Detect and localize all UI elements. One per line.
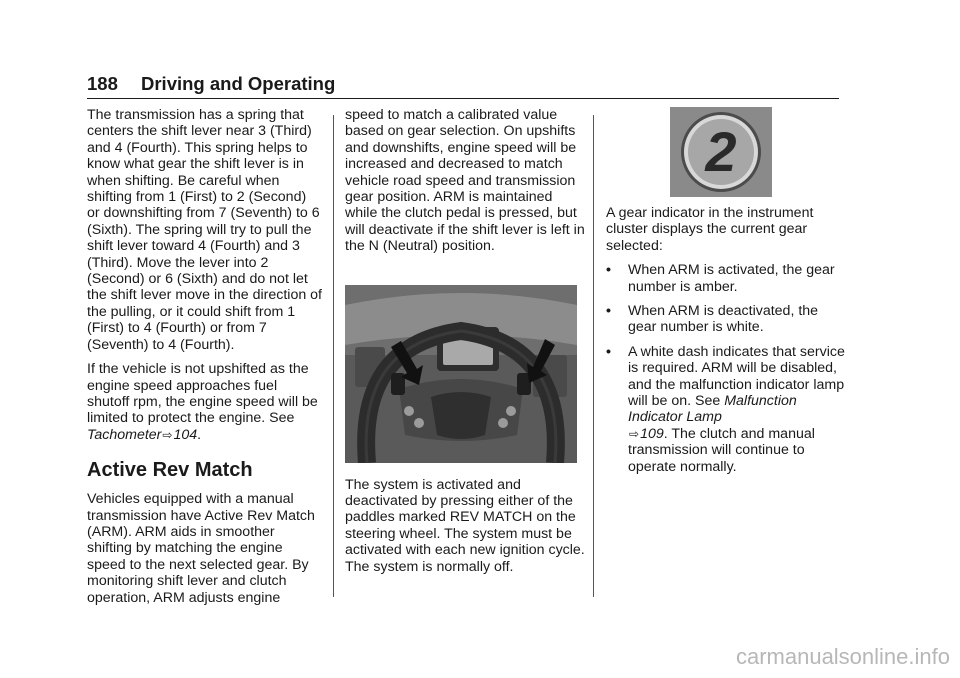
steering-wheel-illustration bbox=[345, 285, 577, 463]
column-divider bbox=[593, 115, 594, 597]
paragraph: The system is activated and deactivated by pressing either of the paddles marked REV MATCH on the steering wheel. The system must be activated with each new ignition cycle. The system is normally off. bbox=[345, 476, 585, 575]
gear-indicator-illustration bbox=[670, 107, 772, 197]
column-divider bbox=[333, 115, 334, 597]
list-item: • When ARM is deactivated, the gear number is white. bbox=[606, 303, 819, 336]
page-header bbox=[87, 70, 839, 99]
bullet-icon: • bbox=[606, 343, 611, 360]
tachometer-page-link[interactable]: 104 bbox=[173, 426, 198, 443]
paragraph: The transmission has a spring that centers the shift lever near 3 (Third) and 4 (Fourth). This spring helps to know what gear the shift lever is in when shifting. Be careful when shifting from 1 (First) to 2 (Second) or downshifting from 7 (Seventh) to 6 (Sixth). The spring will try to pull the shift lever toward 4 (Fourth) and 3 (Third). Move the lever into 2 (Second) or 6 (Sixth) and do not let the shift lever move in the direction of the pulling, or it could shift from 1 (First) to 4 (Fourth) or from 7 (Seventh) to 4 (Fourth). bbox=[87, 107, 323, 353]
page-number: 188 bbox=[87, 73, 118, 94]
section-title: Driving and Operating bbox=[141, 73, 336, 94]
column-left bbox=[87, 107, 322, 614]
malfunction-lamp-page-link[interactable]: 109 bbox=[640, 425, 664, 442]
list-item: • A white dash indicates that service is required. ARM will be disabled, and the malfunction indicator lamp will be on. See Malfunction Indicator Lamp ⇨109. The clutch and manual transmission will continue to operate normally. bbox=[606, 343, 845, 475]
column-right bbox=[606, 107, 846, 483]
paragraph: Vehicles equipped with a manual transmission have Active Rev Match (ARM). ARM aids in smoother shifting by matching the engine speed to the next selected gear. By monitoring shift lever and clutch operation, ARM adjusts engine bbox=[87, 491, 315, 606]
page-ref-arrow-icon: ⇨ bbox=[629, 426, 640, 441]
paragraph-text: . bbox=[197, 426, 202, 443]
bullet-icon: • bbox=[606, 303, 611, 320]
paragraph: speed to match a calibrated value based on gear selection. On upshifts and downshifts, engine speed will be increased and decreased to match vehicle road speed and transmission gear position. ARM is maintained while the clutch pedal is pressed, but will deactivate if the shift lever is left in the N (Neutral) position. bbox=[345, 107, 585, 255]
gear-number: 2 bbox=[705, 120, 737, 183]
paragraph bbox=[87, 361, 322, 443]
watermark: carmanualsonline.info bbox=[735, 644, 950, 669]
list-item: • When ARM is activated, the gear number is amber. bbox=[606, 262, 835, 295]
bullet-list bbox=[606, 262, 846, 475]
malfunction-lamp-link[interactable]: Malfunction Indicator Lamp bbox=[628, 393, 797, 426]
tachometer-link[interactable]: Tachometer bbox=[87, 426, 162, 443]
section-heading: Active Rev Match bbox=[87, 459, 253, 482]
paragraph: A gear indicator in the instrument cluster displays the current gear selected: bbox=[606, 205, 814, 254]
page-ref-arrow-icon: ⇨ bbox=[162, 427, 173, 442]
paragraph-text: If the vehicle is not upshifted as the engine speed approaches fuel shutoff rpm, the engine speed will be limited to protect the engine. See bbox=[87, 361, 318, 427]
column-middle bbox=[345, 107, 585, 583]
bullet-icon: • bbox=[606, 262, 611, 279]
